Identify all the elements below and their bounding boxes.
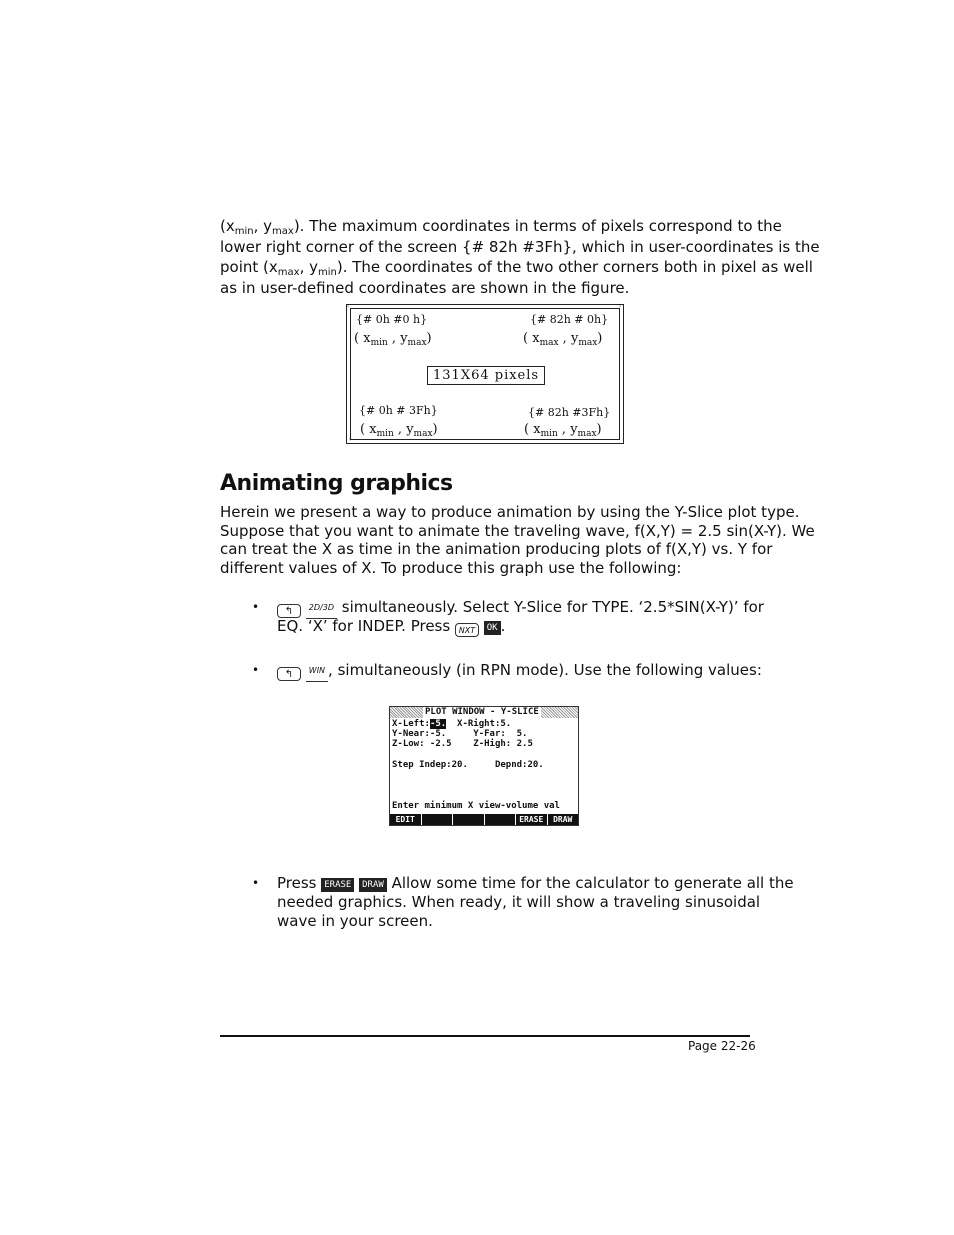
intro-line-1: ($x_{min}$, $y_{max}$). The maximum coordinates in terms of pixels correspond to the [220,217,782,237]
menu-blank-2 [422,814,453,825]
calc-row-y: Y-Near:-5. Y-Far: 5. [392,729,528,739]
intro-line-3: point ($x_{max}$, $y_{min}$). The coordinates of the two other corners both in pixel as well [220,258,813,278]
top-right-user-coord: ( $x_{max}$ , $y_{max}$) [523,331,603,348]
body-line-1: Herein we present a way to produce animation by using the Y-Slice plot type. [220,503,800,521]
xleft-field: -5. [429,719,447,729]
intro-line-4: as in user-defined coordinates are shown in the figure. [220,279,630,297]
pixel-coordinates-figure [346,304,624,444]
footer-rule [220,1035,750,1037]
menu-erase: ERASE [516,814,547,825]
bullet-2: • [252,663,260,677]
body-line-3: can treat the X as time in the animation producing plots of f(X,Y) vs. Y for [220,540,773,558]
top-right-pixel-coord: {# 82h # 0h} [530,313,609,326]
step-3-line-3: wave in your screen. [277,912,433,930]
win-key-icon: WIN [306,661,328,682]
body-line-4: different values of X. To produce this graph use the following: [220,559,682,577]
corner-mark-tr: ◦ [617,303,622,311]
menu-blank-3 [453,814,484,825]
bullet-3: • [252,876,260,890]
step-1-line-2: EQ. ‘X’ for INDEP. Press NXT OK . [277,617,506,635]
screen-size-label: 131X64 pixels [427,366,545,385]
step-1-line-1: ↰ 2D/3D simultaneously. Select Y-Slice for TYPE. ‘2.5*SIN(X-Y)’ for [277,597,764,619]
step-3-line-1: Press ERASE DRAW Allow some time for the calculator to generate all the [277,874,794,892]
2d3d-key-icon: 2D/3D [306,598,337,619]
body-line-2: Suppose that you want to animate the traveling wave, f(X,Y) = 2.5 sin(X-Y). We [220,522,815,540]
calc-row-step: Step Indep:20. Depnd:20. [392,760,544,770]
bottom-right-user-coord: ( $x_{min}$ , $y_{max}$) [524,422,602,439]
bottom-left-pixel-coord: {# 0h # 3Fh} [359,404,438,417]
nxt-key-icon: NXT [455,623,479,637]
step-2-line-1: ↰ WIN , simultaneously (in RPN mode). Use the following values: [277,660,762,682]
corner-mark-bl: ◦ [348,436,353,444]
intro-line-2: lower right corner of the screen {# 82h #3Fh}, which in user-coordinates is the [220,238,820,256]
ok-softkey-icon: OK [484,621,501,635]
menu-edit: EDIT [390,814,421,825]
calc-title: PLOT WINDOW - Y-SLICE [425,707,539,717]
top-left-pixel-coord: {# 0h #0 h} [356,313,428,326]
bullet-1: • [252,600,260,614]
step-3-line-2: needed graphics. When ready, it will show a traveling sinusoidal [277,893,761,911]
calc-menu-bar [390,814,578,825]
corner-mark-tl: ◦ [346,303,351,311]
left-shift-key-icon: ↰ [277,604,301,618]
top-left-user-coord: ( $x_{min}$ , $y_{max}$) [354,331,432,348]
calc-row-x: X-Left:-5. X-Right:5. [392,719,512,729]
left-shift-key-icon: ↰ [277,667,301,681]
erase-softkey-icon: ERASE [321,878,354,892]
menu-blank-4 [485,814,516,825]
section-title: Animating graphics [220,471,453,496]
bottom-left-user-coord: ( $x_{min}$ , $y_{max}$) [360,422,438,439]
menu-draw: DRAW [548,814,579,825]
draw-softkey-icon: DRAW [359,878,387,892]
calc-row-z: Z-Low: -2.5 Z-High: 2.5 [392,739,533,749]
calculator-screen [389,706,579,826]
bottom-right-pixel-coord: {# 82h #3Fh} [528,406,611,419]
page-number: Page 22-26 [688,1039,756,1053]
calc-prompt: Enter minimum X view-volume val [392,801,560,811]
